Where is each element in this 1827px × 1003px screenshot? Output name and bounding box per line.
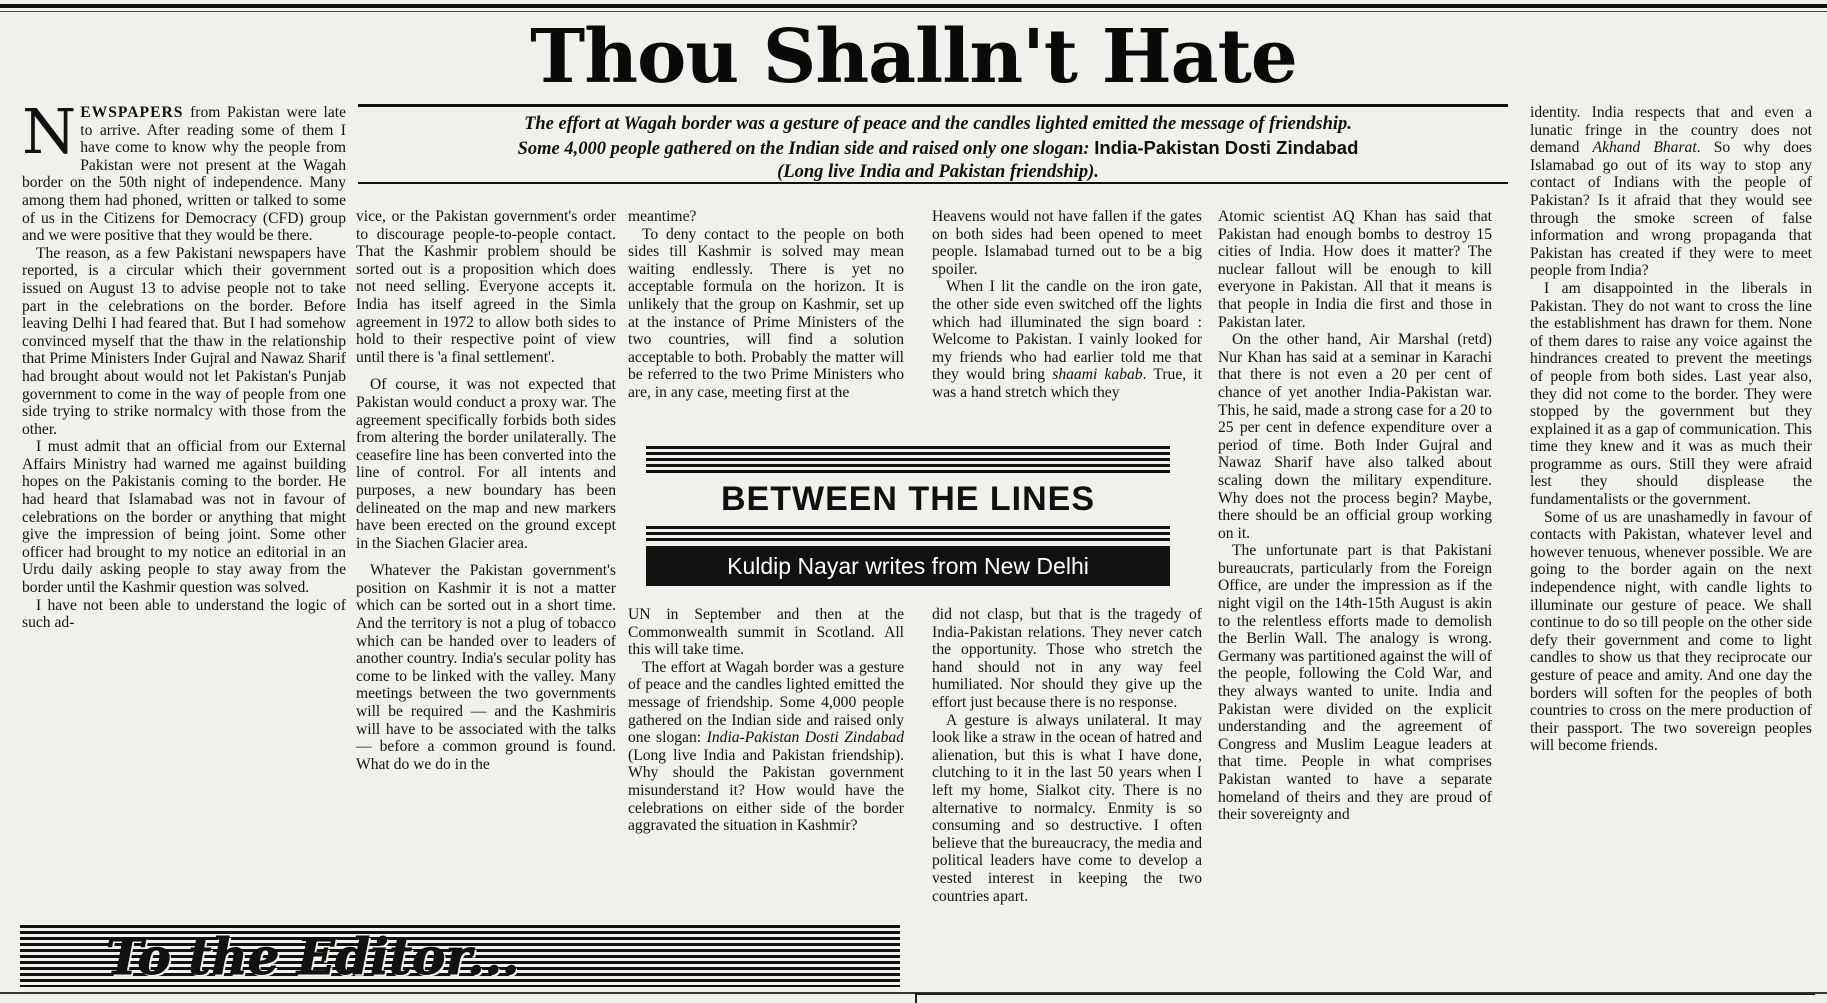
- column-3-top: [628, 208, 904, 444]
- paragraph: UN in September and then at the Commonwealth summit in Scotland. All this will take time.: [628, 606, 904, 659]
- lead-smallcaps: EWSPAPERS: [80, 104, 184, 121]
- headline: Thou Shalln't Hate: [530, 14, 1297, 100]
- text-italic: India-Pakistan Dosti Zindabad: [706, 729, 904, 747]
- text: (Long live India and Pakistan friendship). Why should the Pakistan government misunderstand it? How would have the celebrations on either side of the border aggravated the situation in Kashmir?: [628, 746, 904, 835]
- text: . So why does Islamabad go out of its way to stop any contact of Indians with the people of Pakistan? Is it afraid that they would see through the smoke screen of false information and wrong propaganda that Pakistan has created if they were to meet people from India?: [1530, 139, 1812, 280]
- paragraph: Of course, it was not expected that Pakistan would conduct a proxy war. The agreement specifically forbids both sides from altering the border unilaterally. The ceasefire line has been converted into the line of control. For all intents and purposes, a new boundary has been delineated on the map and new markers have been erected on the ground except in the Siachen Glacier area.: [356, 376, 616, 552]
- deck-line-3: (Long live India and Pakistan friendship).: [777, 162, 1099, 182]
- deck-line-1: The effort at Wagah border was a gesture of peace and the candles lighted emitted the message of friendship.: [524, 114, 1352, 134]
- column-3-bottom: [628, 606, 904, 920]
- column-2: [356, 208, 616, 920]
- paragraph: The unfortunate part is that Pakistani bureaucrats, particularly from the Foreign Office, are under the impression as if the night vigil on the 14th-15th August is akin to the relentless efforts made to demolish the Berlin Wall. The analogy is wrong. Germany was partitioned against the will of the people, following the Cold War, and they always wanted to unite. India and Pakistan were divided on the explicit understanding and the agreement of Congress and Muslim League leaders at that time. People in what comprises Pakistan wanted to have a separate homeland of theirs and they are proud of their sovereignty and: [1218, 542, 1492, 824]
- column-5: [1218, 208, 1492, 996]
- paragraph: I have not been able to understand the logic of such ad-: [22, 596, 346, 632]
- text: The effort at Wagah border was a gesture of peace and the candles lighted emitted the message of friendship. Some 4,000 people gathered on the Indian side and raised only one slogan:: [628, 658, 904, 747]
- paragraph: meantime?: [628, 208, 697, 225]
- paragraph: I must admit that an official from our External Affairs Ministry had warned me against building hopes on the Pakistanis coming to the border. He had heard that Islamabad was not in favour of celebrations on the border or anything that might give the impression of being joint. Some other officer had brought to my notice an editorial in an Urdu daily asking people to stay away from the border until the Kashmir question was solved.: [22, 438, 346, 597]
- deck-slogan: India-Pakistan Dosti Zindabad: [1094, 137, 1359, 158]
- deck-bottom-rule: [358, 182, 1508, 184]
- editor-banner: [20, 925, 900, 987]
- drop-cap: N: [22, 104, 77, 168]
- paragraph: [628, 659, 904, 835]
- text: identity. India respects that and even a lunatic fringe in the country does not demand: [1530, 104, 1812, 157]
- column-title: BETWEEN THE LINES: [646, 476, 1170, 522]
- text-italic: shaami kabab: [1052, 366, 1143, 384]
- between-the-lines-box: [646, 446, 1170, 596]
- column-6: [1530, 104, 1812, 992]
- paragraph: To deny contact to the people on both sides till Kashmir is solved may mean waiting endlessly. There is yet no acceptable formula on the horizon. It is unlikely that the group on Kashmir, set up at the instance of Prime Ministers of the two countries, will find a solution acceptable to both. Probably the matter will be referred to the two Prime Ministers who are, in any case, meeting first at the: [628, 225, 904, 401]
- stripes-bottom: [646, 526, 1170, 544]
- stripes-top: [646, 446, 1170, 476]
- text: . True, it was a hand stretch which they: [932, 366, 1202, 401]
- text-italic: Akhand Bharat: [1592, 139, 1697, 157]
- column-1: [22, 104, 346, 919]
- lead-paragraph: [22, 104, 346, 245]
- paragraph: [932, 278, 1202, 401]
- paragraph: Whatever the Pakistan government's position on Kashmir it is not a matter which can be sorted out in a short time. And the territory is not a plug of tobacco which can be handed over to leaders of another country. India's secular polity has come to be linked with the valley. Many meetings between the two governments will be required — and the Kashmiris will have to be associated with the talks — before a common ground is found. What do we do in the: [356, 562, 616, 773]
- paragraph: Some of us are unashamedly in favour of contacts with Pakistan, whatever level and however tenuous, whenever possible. We are going to the border again on the next independence night, with candle lights to illuminate our gesture of peace. We shall continue to do so till people on the other side defy their government and come to light candles to show us that they reciprocate our gesture of peace and amity. And one day the borders will soften for the peoples of both countries to cross on the mere production of their passport. The two sovereign peoples will become friends.: [1530, 508, 1812, 755]
- top-rule: [0, 4, 1827, 8]
- deck-line-2: [368, 136, 1508, 161]
- paragraph: Atomic scientist AQ Khan has said that Pakistan had enough bombs to destroy 15 cities of India. How does it matter? The nuclear fallout will be enough to kill everyone in Pakistan. All that it means is that people in India die first and those in Pakistan later.: [1218, 208, 1492, 331]
- paragraph: did not clasp, but that is the tragedy of India-Pakistan relations. They never catch the opportunity. Those who stretch the hand should not in any way feel humiliated. Nor should they give up the effort just because there is no response.: [932, 606, 1202, 711]
- bottom-right-box: [915, 993, 1815, 1003]
- lead-text: from Pakistan were late to arrive. After reading some of them I have come to know why the people from Pakistan were not present at the Wagah border on the 50th night of independence. Many among them had phoned, written or talked to some of us in the Citizens for Democracy (CFD) group and we were positive that they would be there.: [22, 104, 346, 245]
- text: When I lit the candle on the iron gate, the other side even switched off the lights which had illuminated the sign board : Welcome to Pakistan. I vainly looked for my friends who had earlier told me that they would bring: [932, 278, 1202, 384]
- paragraph: On the other hand, Air Marshal (retd) Nur Khan has said at a seminar in Karachi that there is not even a 20 per cent of chance of yet another India-Pakistan war. This, he said, made a strong case for a 20 to 25 per cent in defence expenditure over a period of time. Both Inder Gujral and Nawaz Sharif have also talked about scaling down the military expenditure. Why does not the process begin? Maybe, there should be an official group working on it.: [1218, 331, 1492, 542]
- paragraph: vice, or the Pakistan government's order to discourage people-to-people contact. That the Kashmir problem should be sorted out is a proposition which does not need selling. Everyone accepts it. India has itself agreed in the Simla agreement in 1972 to allow both sides to hold to their respective point of view until there is 'a final settlement'.: [356, 208, 616, 366]
- paragraph: The reason, as a few Pakistani newspapers have reported, is a circular which their government issued on August 13 to advise people not to take part in the celebrations on the border. Before leaving Delhi I had feared that. But I had somehow convinced myself that the thaw in the relationship that Prime Ministers Inder Gujral and Nawaz Sharif had brought about would not let Pakistan's Punjab government to come in the way of people from one side trying to strike normalcy with those from the other.: [22, 244, 346, 438]
- paragraph: A gesture is always unilateral. It may look like a straw in the ocean of hatred and alienation, but this is what I have done, clutching to it in the last 50 years when I left my home, Sialkot city. There is no alternative to normalcy. Enmity is so consuming and so destructive. I often believe that the bureaucracy, the media and political leaders have come to develop a vested interest in keeping the two countries apart.: [932, 711, 1202, 905]
- column-4-bottom: [932, 606, 1202, 996]
- deck: [358, 104, 1508, 184]
- column-4-top: [932, 208, 1202, 444]
- paragraph: [1530, 104, 1812, 280]
- deck-text: [358, 113, 1508, 184]
- deck-line-2-italic: Some 4,000 people gathered on the Indian side and raised only one slogan:: [517, 139, 1090, 159]
- paragraph: I am disappointed in the liberals in Pakistan. They do not want to cross the line the establishment has drawn for them. None of them dares to raise any voice against the hindrances created to prevent the meetings of people from both sides. Last year also, they did not come to the border. They were stopped by the government but they explained it as a gap of communication. This time they knew and it was as much their programme as ours. Still they were afraid lest they should displease the fundamentalists or the government.: [1530, 279, 1812, 509]
- editor-banner-title: To the Editor...: [106, 927, 520, 986]
- column-byline: Kuldip Nayar writes from New Delhi: [646, 546, 1170, 586]
- paragraph: Heavens would not have fallen if the gates on both sides had been opened to meet people. Islamabad turned out to be a big spoiler.: [932, 208, 1202, 278]
